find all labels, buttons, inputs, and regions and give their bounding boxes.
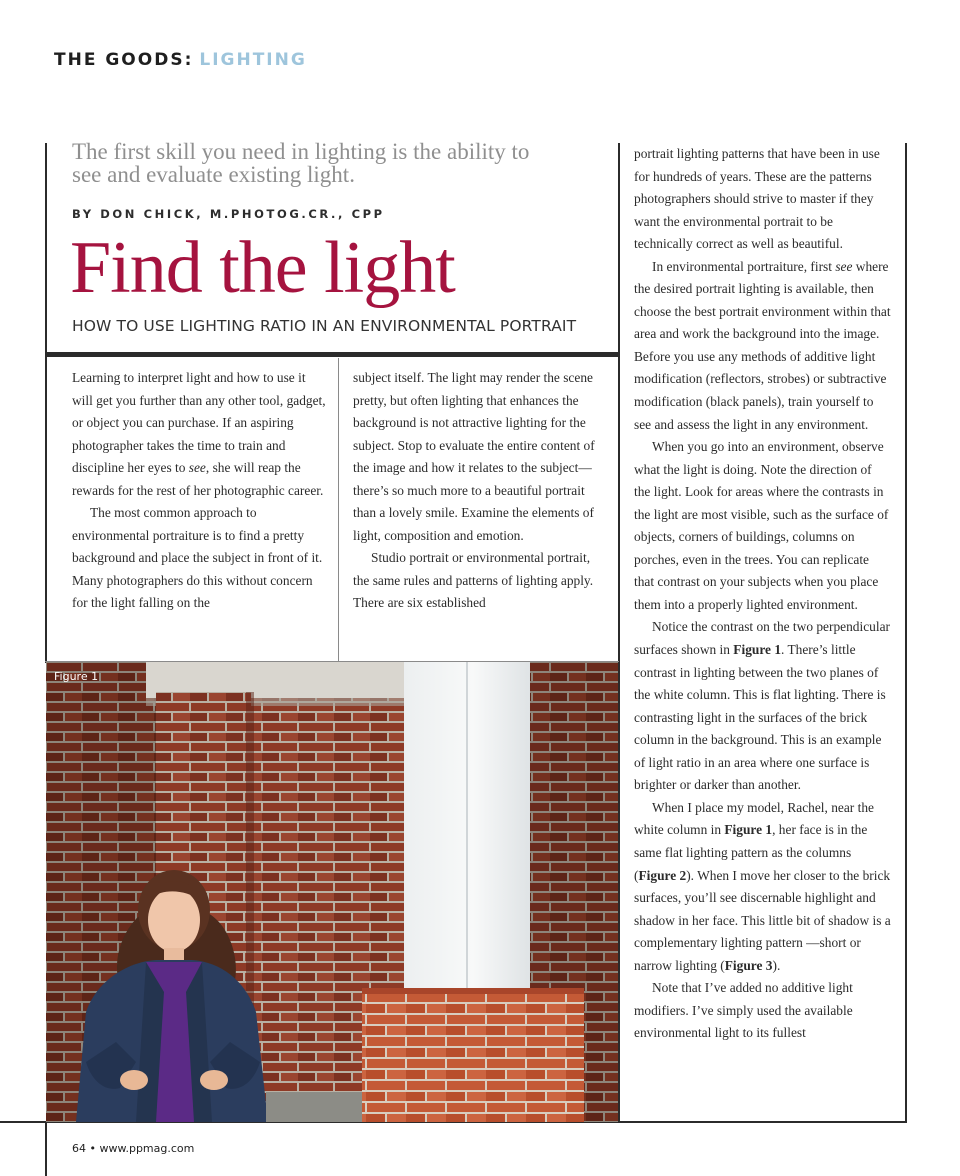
header-divider	[45, 352, 619, 357]
paragraph: Notice the contrast on the two perpendicular surfaces shown in Figure 1. There’s little contrast in lighting between the two planes of the white column. This is flat lighting. There is contrasting light in the surfaces of the brick column in the background. This is an example of light ratio in an area where one surface is brighter or darker than another.	[634, 619, 890, 793]
body-column-1	[72, 367, 326, 615]
article-title: Find the light	[70, 227, 455, 309]
left-border-line	[45, 143, 47, 663]
figure-label: Figure 1	[54, 670, 99, 683]
article-byline: BY DON CHICK, M.PHOTOG.CR., CPP	[72, 207, 385, 221]
paragraph: Studio portrait or environmental portrait, the same rules and patterns of lighting apply. There are six established	[353, 550, 594, 611]
paragraph: subject itself. The light may render the scene pretty, but often lighting that enhances the background is not attractive lighting for the subject. Stop to evaluate the entire content of the image and how it relates to the subject—there’s so much more to a beautiful portrait than a lovely smile. Examine the elements of light, composition and emotion.	[353, 370, 595, 543]
paragraph: When I place my model, Rachel, near the white column in Figure 1, her face is in the same flat lighting pattern as the columns (Figure 2). When I move her closer to the brick surfaces, you’ll see discernable highlight and shadow in her face. This little bit of shadow is a complementary lighting pattern —short or narrow lighting (Figure 3).	[634, 799, 891, 973]
paragraph: portrait lighting patterns that have been in use for hundreds of years. These are the patterns photographers should strive to master if they want the environmental portrait to be technically correct as well as beautiful.	[634, 146, 880, 252]
paragraph: Learning to interpret light and how to use it will get you further than any other tool, gadget, or object you can purchase. If an aspiring photographer takes the time to train and discipline her eyes to see, she will reap the rewards for the rest of her photographic career.	[72, 370, 326, 498]
body-column-2	[353, 367, 607, 615]
column-divider-1	[338, 358, 339, 662]
figure-1-photo	[46, 662, 618, 1122]
article-deck: The first skill you need in lighting is the ability to see and evaluate existing light.	[72, 139, 530, 187]
left-margin-line	[45, 1121, 47, 1176]
right-border-line	[905, 143, 907, 1123]
paragraph: In environmental portraiture, first see where the desired portrait lighting is available, then choose the best portrait environment within that area and work the background into the image. Before you use any methods of additive light modification (reflectors, strobes) or subtractive modification (black panels), train yourself to see and assess the light in any environment.	[634, 258, 891, 432]
paragraph: The most common approach to environmental portraiture is to find a pretty background and place the subject in front of it. Many photographers do this without concern for the light falling on the	[72, 505, 323, 611]
page-folio: 64 • www.ppmag.com	[72, 1142, 195, 1155]
section-header	[54, 50, 307, 70]
article-subtitle: HOW TO USE LIGHTING RATIO IN AN ENVIRONMENTAL PORTRAIT	[72, 317, 577, 335]
section-label: THE GOODS:	[54, 50, 194, 70]
paragraph: Note that I’ve added no additive light modifiers. I’ve simply used the available environmental light to its fullest	[634, 980, 853, 1041]
section-sublabel: LIGHTING	[199, 50, 307, 70]
paragraph: When you go into an environment, observe what the light is doing. Note the direction of the light. Look for areas where the contrasts in the light are most visible, such as the surface of objects, corners of buildings, columns on porches, even in the trees. You can replicate that contrast on your subjects when you place them into a properly lighted environment.	[634, 439, 889, 612]
body-column-3	[634, 143, 891, 1045]
column-divider-2	[618, 143, 620, 1123]
